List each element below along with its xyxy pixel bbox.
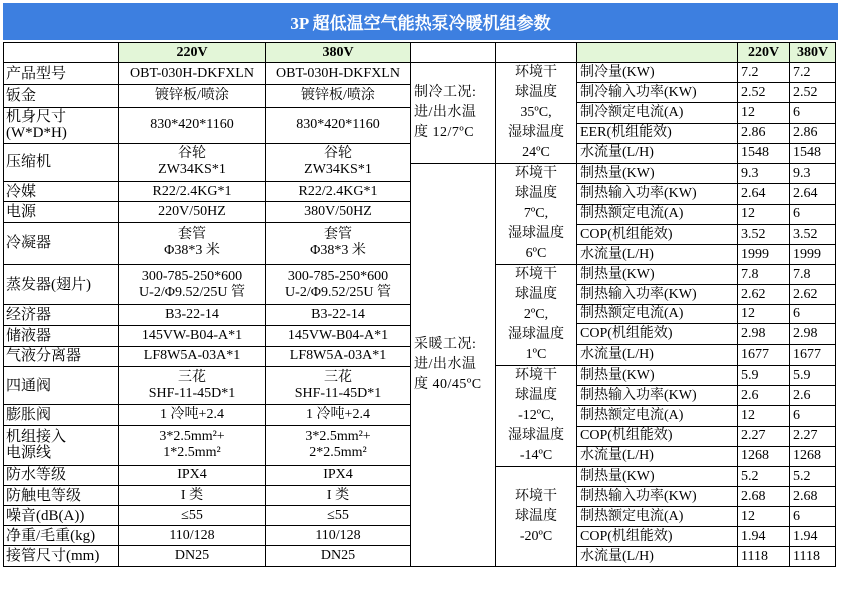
condition-line: 进/出水温 bbox=[414, 357, 477, 372]
value-380v bbox=[266, 325, 411, 346]
env-condition bbox=[496, 467, 577, 567]
value-line: R22/2.4KG*1 bbox=[152, 183, 232, 199]
value-220v bbox=[119, 526, 266, 546]
param-label: COP(机组能效) bbox=[577, 527, 738, 547]
value-line: B3-22-14 bbox=[165, 306, 219, 322]
param-label: 制冷额定电流(A) bbox=[577, 103, 738, 123]
value-220v bbox=[119, 546, 266, 567]
param-label: 制热量(KW) bbox=[577, 164, 738, 184]
row-label bbox=[4, 85, 119, 107]
value-line: I 类 bbox=[326, 487, 350, 503]
param-220v: 2.68 bbox=[738, 487, 790, 507]
header-blank bbox=[577, 43, 738, 63]
value-line: ZW34KS*1 bbox=[158, 162, 226, 178]
value-line: 套管 bbox=[324, 227, 352, 243]
param-380v: 2.6 bbox=[790, 386, 836, 406]
value-380v bbox=[266, 425, 411, 465]
value-220v bbox=[119, 405, 266, 425]
value-line: 谷轮 bbox=[178, 146, 206, 162]
env-condition bbox=[496, 265, 577, 366]
env-line: -14ºC bbox=[519, 448, 553, 463]
param-220v: 1677 bbox=[738, 345, 790, 366]
header-220v: 220V bbox=[119, 43, 266, 63]
row-label bbox=[4, 222, 119, 264]
param-380v: 5.2 bbox=[790, 467, 836, 487]
value-line: LF8W5A-03A*1 bbox=[289, 348, 387, 364]
param-220v: 2.27 bbox=[738, 426, 790, 446]
param-label: EER(机组能效) bbox=[577, 123, 738, 143]
param-label: 水流量(L/H) bbox=[577, 446, 738, 466]
param-label: 制热额定电流(A) bbox=[577, 204, 738, 224]
param-220v: 2.64 bbox=[738, 184, 790, 204]
param-220v: 7.8 bbox=[738, 265, 790, 285]
param-220v: 2.86 bbox=[738, 123, 790, 143]
header-blank bbox=[4, 43, 119, 63]
value-line: 套管 bbox=[178, 227, 206, 243]
row-label bbox=[4, 182, 119, 202]
param-220v: 1268 bbox=[738, 446, 790, 466]
value-220v bbox=[119, 265, 266, 305]
row-label bbox=[4, 346, 119, 366]
value-line: 1 冷吨+2.4 bbox=[306, 406, 370, 422]
param-220v: 2.98 bbox=[738, 324, 790, 345]
value-line: 2*2.5mm² bbox=[309, 445, 367, 461]
param-380v: 5.9 bbox=[790, 366, 836, 386]
value-380v bbox=[266, 222, 411, 264]
param-220v: 1.94 bbox=[738, 527, 790, 547]
env-condition bbox=[496, 164, 577, 265]
env-line: 环境干 bbox=[515, 368, 557, 383]
row-label-line: 冷媒 bbox=[6, 183, 37, 200]
value-line: 3*2.5mm²+ bbox=[159, 429, 225, 445]
param-label: 制热输入功率(KW) bbox=[577, 285, 738, 305]
param-label: 制热额定电流(A) bbox=[577, 507, 738, 527]
param-label: 水流量(L/H) bbox=[577, 345, 738, 366]
header-220v: 220V bbox=[738, 43, 790, 63]
env-line: 湿球温度 bbox=[508, 125, 564, 140]
row-label bbox=[4, 63, 119, 85]
env-line: 环境干 bbox=[515, 166, 557, 181]
value-220v bbox=[119, 63, 266, 85]
param-380v: 1.94 bbox=[790, 527, 836, 547]
param-label: COP(机组能效) bbox=[577, 426, 738, 446]
value-line: 三花 bbox=[324, 369, 352, 385]
row-label-line: 四通阀 bbox=[6, 377, 52, 394]
env-line: 球温度 bbox=[515, 287, 557, 302]
value-line: OBT-030H-DKFXLN bbox=[276, 65, 400, 81]
param-380v: 1999 bbox=[790, 245, 836, 265]
row-label bbox=[4, 143, 119, 181]
value-line: 镀锌板/喷涂 bbox=[301, 87, 375, 103]
value-line: OBT-030H-DKFXLN bbox=[130, 65, 254, 81]
value-220v bbox=[119, 325, 266, 346]
param-label: 制热额定电流(A) bbox=[577, 305, 738, 324]
row-label bbox=[4, 526, 119, 546]
param-label: 制冷量(KW) bbox=[577, 63, 738, 83]
param-380v: 2.27 bbox=[790, 426, 836, 446]
value-220v bbox=[119, 425, 266, 465]
env-condition bbox=[496, 63, 577, 164]
env-line: 球温度 bbox=[515, 85, 557, 100]
value-line: ZW34KS*1 bbox=[304, 162, 372, 178]
param-label: 制热输入功率(KW) bbox=[577, 184, 738, 204]
row-label-line: 钣金 bbox=[6, 87, 37, 104]
value-380v bbox=[266, 546, 411, 567]
row-label bbox=[4, 465, 119, 485]
env-line: 环境干 bbox=[515, 267, 557, 282]
value-380v bbox=[266, 305, 411, 326]
value-380v bbox=[266, 346, 411, 366]
env-line: 球温度 bbox=[515, 388, 557, 403]
value-line: R22/2.4KG*1 bbox=[298, 183, 378, 199]
value-line: SHF-11-45D*1 bbox=[148, 385, 236, 401]
param-label: 制冷输入功率(KW) bbox=[577, 83, 738, 103]
param-220v: 12 bbox=[738, 305, 790, 324]
value-380v bbox=[266, 265, 411, 305]
condition-line: 度 40/45ºC bbox=[414, 377, 482, 392]
value-line: 谷轮 bbox=[324, 146, 352, 162]
header-380v: 380V bbox=[266, 43, 411, 63]
row-label-line: 净重/毛重(kg) bbox=[6, 527, 96, 544]
condition-line: 进/出水温 bbox=[414, 105, 477, 120]
param-label: COP(机组能效) bbox=[577, 225, 738, 245]
param-220v: 1999 bbox=[738, 245, 790, 265]
row-label-line: 气液分离器 bbox=[6, 348, 82, 365]
env-line: 24ºC bbox=[522, 145, 550, 160]
row-label-line: 膨胀阀 bbox=[6, 406, 52, 423]
table-row bbox=[4, 63, 836, 83]
param-380v: 2.98 bbox=[790, 324, 836, 345]
condition-line: 采暖工况: bbox=[414, 337, 477, 352]
row-label bbox=[4, 107, 119, 143]
param-220v: 3.52 bbox=[738, 225, 790, 245]
param-label: 制热输入功率(KW) bbox=[577, 487, 738, 507]
env-line: 6ºC bbox=[525, 246, 547, 261]
row-label bbox=[4, 506, 119, 526]
header-blank bbox=[496, 43, 577, 63]
value-line: ≤55 bbox=[181, 507, 203, 523]
row-label-line: 噪音(dB(A)) bbox=[6, 507, 85, 524]
value-220v bbox=[119, 506, 266, 526]
value-line: B3-22-14 bbox=[311, 306, 365, 322]
param-label: 制热量(KW) bbox=[577, 265, 738, 285]
value-220v bbox=[119, 107, 266, 143]
value-380v bbox=[266, 182, 411, 202]
param-220v: 12 bbox=[738, 204, 790, 224]
row-label-line: 防水等级 bbox=[6, 467, 67, 484]
value-line: 三花 bbox=[178, 369, 206, 385]
row-label bbox=[4, 546, 119, 567]
param-220v: 9.3 bbox=[738, 164, 790, 184]
env-line: 7ºC, bbox=[523, 206, 549, 221]
env-line: -12ºC, bbox=[518, 408, 554, 423]
value-220v bbox=[119, 465, 266, 485]
spec-table-body bbox=[4, 43, 836, 567]
param-380v: 2.86 bbox=[790, 123, 836, 143]
param-label: COP(机组能效) bbox=[577, 324, 738, 345]
row-label bbox=[4, 425, 119, 465]
value-line: 380V/50HZ bbox=[304, 204, 372, 220]
param-380v: 1677 bbox=[790, 345, 836, 366]
row-label-line: 冷凝器 bbox=[6, 235, 52, 252]
row-label-line: 储液器 bbox=[6, 327, 52, 344]
heating-condition bbox=[411, 164, 496, 567]
param-label: 制热输入功率(KW) bbox=[577, 386, 738, 406]
sheet-title: 3P 超低温空气能热泵冷暖机组参数 bbox=[3, 3, 838, 40]
value-line: 110/128 bbox=[169, 527, 215, 543]
value-220v bbox=[119, 222, 266, 264]
value-220v bbox=[119, 346, 266, 366]
row-label bbox=[4, 325, 119, 346]
value-line: 220V/50HZ bbox=[158, 204, 226, 220]
row-label bbox=[4, 367, 119, 405]
param-220v: 12 bbox=[738, 406, 790, 426]
param-label: 制热量(KW) bbox=[577, 467, 738, 487]
value-line: U-2/Φ9.52/25U 管 bbox=[285, 284, 391, 300]
param-label: 水流量(L/H) bbox=[577, 547, 738, 567]
condition-line: 度 12/7ºC bbox=[414, 125, 475, 140]
row-label bbox=[4, 405, 119, 425]
env-line: 球温度 bbox=[515, 186, 557, 201]
param-220v: 7.2 bbox=[738, 63, 790, 83]
value-line: 300-785-250*600 bbox=[287, 268, 389, 284]
value-220v bbox=[119, 85, 266, 107]
param-380v: 1548 bbox=[790, 143, 836, 163]
param-label: 制热量(KW) bbox=[577, 366, 738, 386]
param-380v: 2.62 bbox=[790, 285, 836, 305]
env-line: 湿球温度 bbox=[508, 226, 564, 241]
value-line: IPX4 bbox=[323, 467, 353, 483]
param-220v: 1118 bbox=[738, 547, 790, 567]
param-380v: 1118 bbox=[790, 547, 836, 567]
spec-table bbox=[3, 42, 836, 567]
value-380v bbox=[266, 63, 411, 85]
value-line: LF8W5A-03A*1 bbox=[143, 348, 241, 364]
param-220v: 2.52 bbox=[738, 83, 790, 103]
value-line: 3*2.5mm²+ bbox=[305, 429, 371, 445]
param-380v: 7.8 bbox=[790, 265, 836, 285]
value-380v bbox=[266, 367, 411, 405]
value-380v bbox=[266, 202, 411, 222]
value-line: 300-785-250*600 bbox=[141, 268, 243, 284]
param-label: 制热额定电流(A) bbox=[577, 406, 738, 426]
value-380v bbox=[266, 143, 411, 181]
value-line: 1*2.5mm² bbox=[163, 445, 221, 461]
value-line: 镀锌板/喷涂 bbox=[155, 87, 229, 103]
value-line: DN25 bbox=[320, 548, 356, 563]
row-label-line: 接管尺寸(mm) bbox=[6, 548, 100, 564]
row-label bbox=[4, 265, 119, 305]
param-380v: 7.2 bbox=[790, 63, 836, 83]
param-220v: 5.2 bbox=[738, 467, 790, 487]
value-line: 145VW-B04-A*1 bbox=[141, 327, 243, 343]
row-label bbox=[4, 305, 119, 326]
value-380v bbox=[266, 85, 411, 107]
param-220v: 1548 bbox=[738, 143, 790, 163]
value-line: 110/128 bbox=[315, 527, 361, 543]
row-label-line: 防触电等级 bbox=[6, 487, 82, 504]
param-220v: 2.62 bbox=[738, 285, 790, 305]
value-line: DN25 bbox=[174, 548, 210, 563]
env-line: 湿球温度 bbox=[508, 428, 564, 443]
env-line: 35ºC, bbox=[520, 105, 552, 120]
param-380v: 2.52 bbox=[790, 83, 836, 103]
param-380v: 9.3 bbox=[790, 164, 836, 184]
row-label bbox=[4, 486, 119, 506]
param-380v: 3.52 bbox=[790, 225, 836, 245]
value-220v bbox=[119, 202, 266, 222]
row-label-line: 电源线 bbox=[6, 445, 52, 462]
env-line: 湿球温度 bbox=[508, 327, 564, 342]
param-label: 水流量(L/H) bbox=[577, 143, 738, 163]
value-line: Φ38*3 米 bbox=[164, 243, 220, 259]
param-380v: 2.68 bbox=[790, 487, 836, 507]
env-line: 环境干 bbox=[515, 65, 557, 80]
value-line: 830*420*1160 bbox=[150, 117, 234, 133]
row-label-line: 蒸发器(翅片) bbox=[6, 276, 91, 293]
env-condition bbox=[496, 366, 577, 467]
row-label-line: (W*D*H) bbox=[6, 125, 67, 142]
param-380v: 2.64 bbox=[790, 184, 836, 204]
param-380v: 1268 bbox=[790, 446, 836, 466]
value-220v bbox=[119, 143, 266, 181]
row-label-line: 电源 bbox=[6, 204, 37, 221]
param-380v: 6 bbox=[790, 507, 836, 527]
value-380v bbox=[266, 506, 411, 526]
value-line: 145VW-B04-A*1 bbox=[287, 327, 389, 343]
value-380v bbox=[266, 107, 411, 143]
value-line: IPX4 bbox=[177, 467, 207, 483]
value-220v bbox=[119, 305, 266, 326]
value-line: 830*420*1160 bbox=[296, 117, 380, 133]
param-380v: 6 bbox=[790, 305, 836, 324]
row-label bbox=[4, 202, 119, 222]
param-380v: 6 bbox=[790, 406, 836, 426]
value-line: Φ38*3 米 bbox=[310, 243, 366, 259]
value-380v bbox=[266, 486, 411, 506]
env-line: 球温度 bbox=[515, 508, 557, 524]
value-220v bbox=[119, 182, 266, 202]
value-line: U-2/Φ9.52/25U 管 bbox=[139, 284, 245, 300]
cooling-condition bbox=[411, 63, 496, 164]
row-label-line: 产品型号 bbox=[6, 65, 67, 82]
value-380v bbox=[266, 526, 411, 546]
row-label-line: 经济器 bbox=[6, 306, 52, 323]
value-line: ≤55 bbox=[327, 507, 349, 523]
value-line: SHF-11-45D*1 bbox=[294, 385, 382, 401]
value-220v bbox=[119, 486, 266, 506]
value-line: I 类 bbox=[180, 487, 204, 503]
env-line: 2ºC, bbox=[523, 307, 549, 322]
param-380v: 6 bbox=[790, 204, 836, 224]
row-label-line: 压缩机 bbox=[6, 154, 52, 171]
param-220v: 12 bbox=[738, 507, 790, 527]
condition-line: 制冷工况: bbox=[414, 85, 477, 100]
value-220v bbox=[119, 367, 266, 405]
param-220v: 2.6 bbox=[738, 386, 790, 406]
param-220v: 12 bbox=[738, 103, 790, 123]
env-line: 环境干 bbox=[515, 488, 557, 504]
header-blank bbox=[411, 43, 496, 63]
value-380v bbox=[266, 465, 411, 485]
value-380v bbox=[266, 405, 411, 425]
param-220v: 5.9 bbox=[738, 366, 790, 386]
row-label-line: 机身尺寸 bbox=[6, 109, 67, 126]
header-row bbox=[4, 43, 836, 63]
param-label: 水流量(L/H) bbox=[577, 245, 738, 265]
row-label-line: 机组接入 bbox=[6, 429, 67, 446]
param-380v: 6 bbox=[790, 103, 836, 123]
value-line: 1 冷吨+2.4 bbox=[160, 406, 224, 422]
env-line: -20ºC bbox=[519, 528, 553, 544]
env-line: 1ºC bbox=[525, 347, 547, 362]
header-380v: 380V bbox=[790, 43, 836, 63]
